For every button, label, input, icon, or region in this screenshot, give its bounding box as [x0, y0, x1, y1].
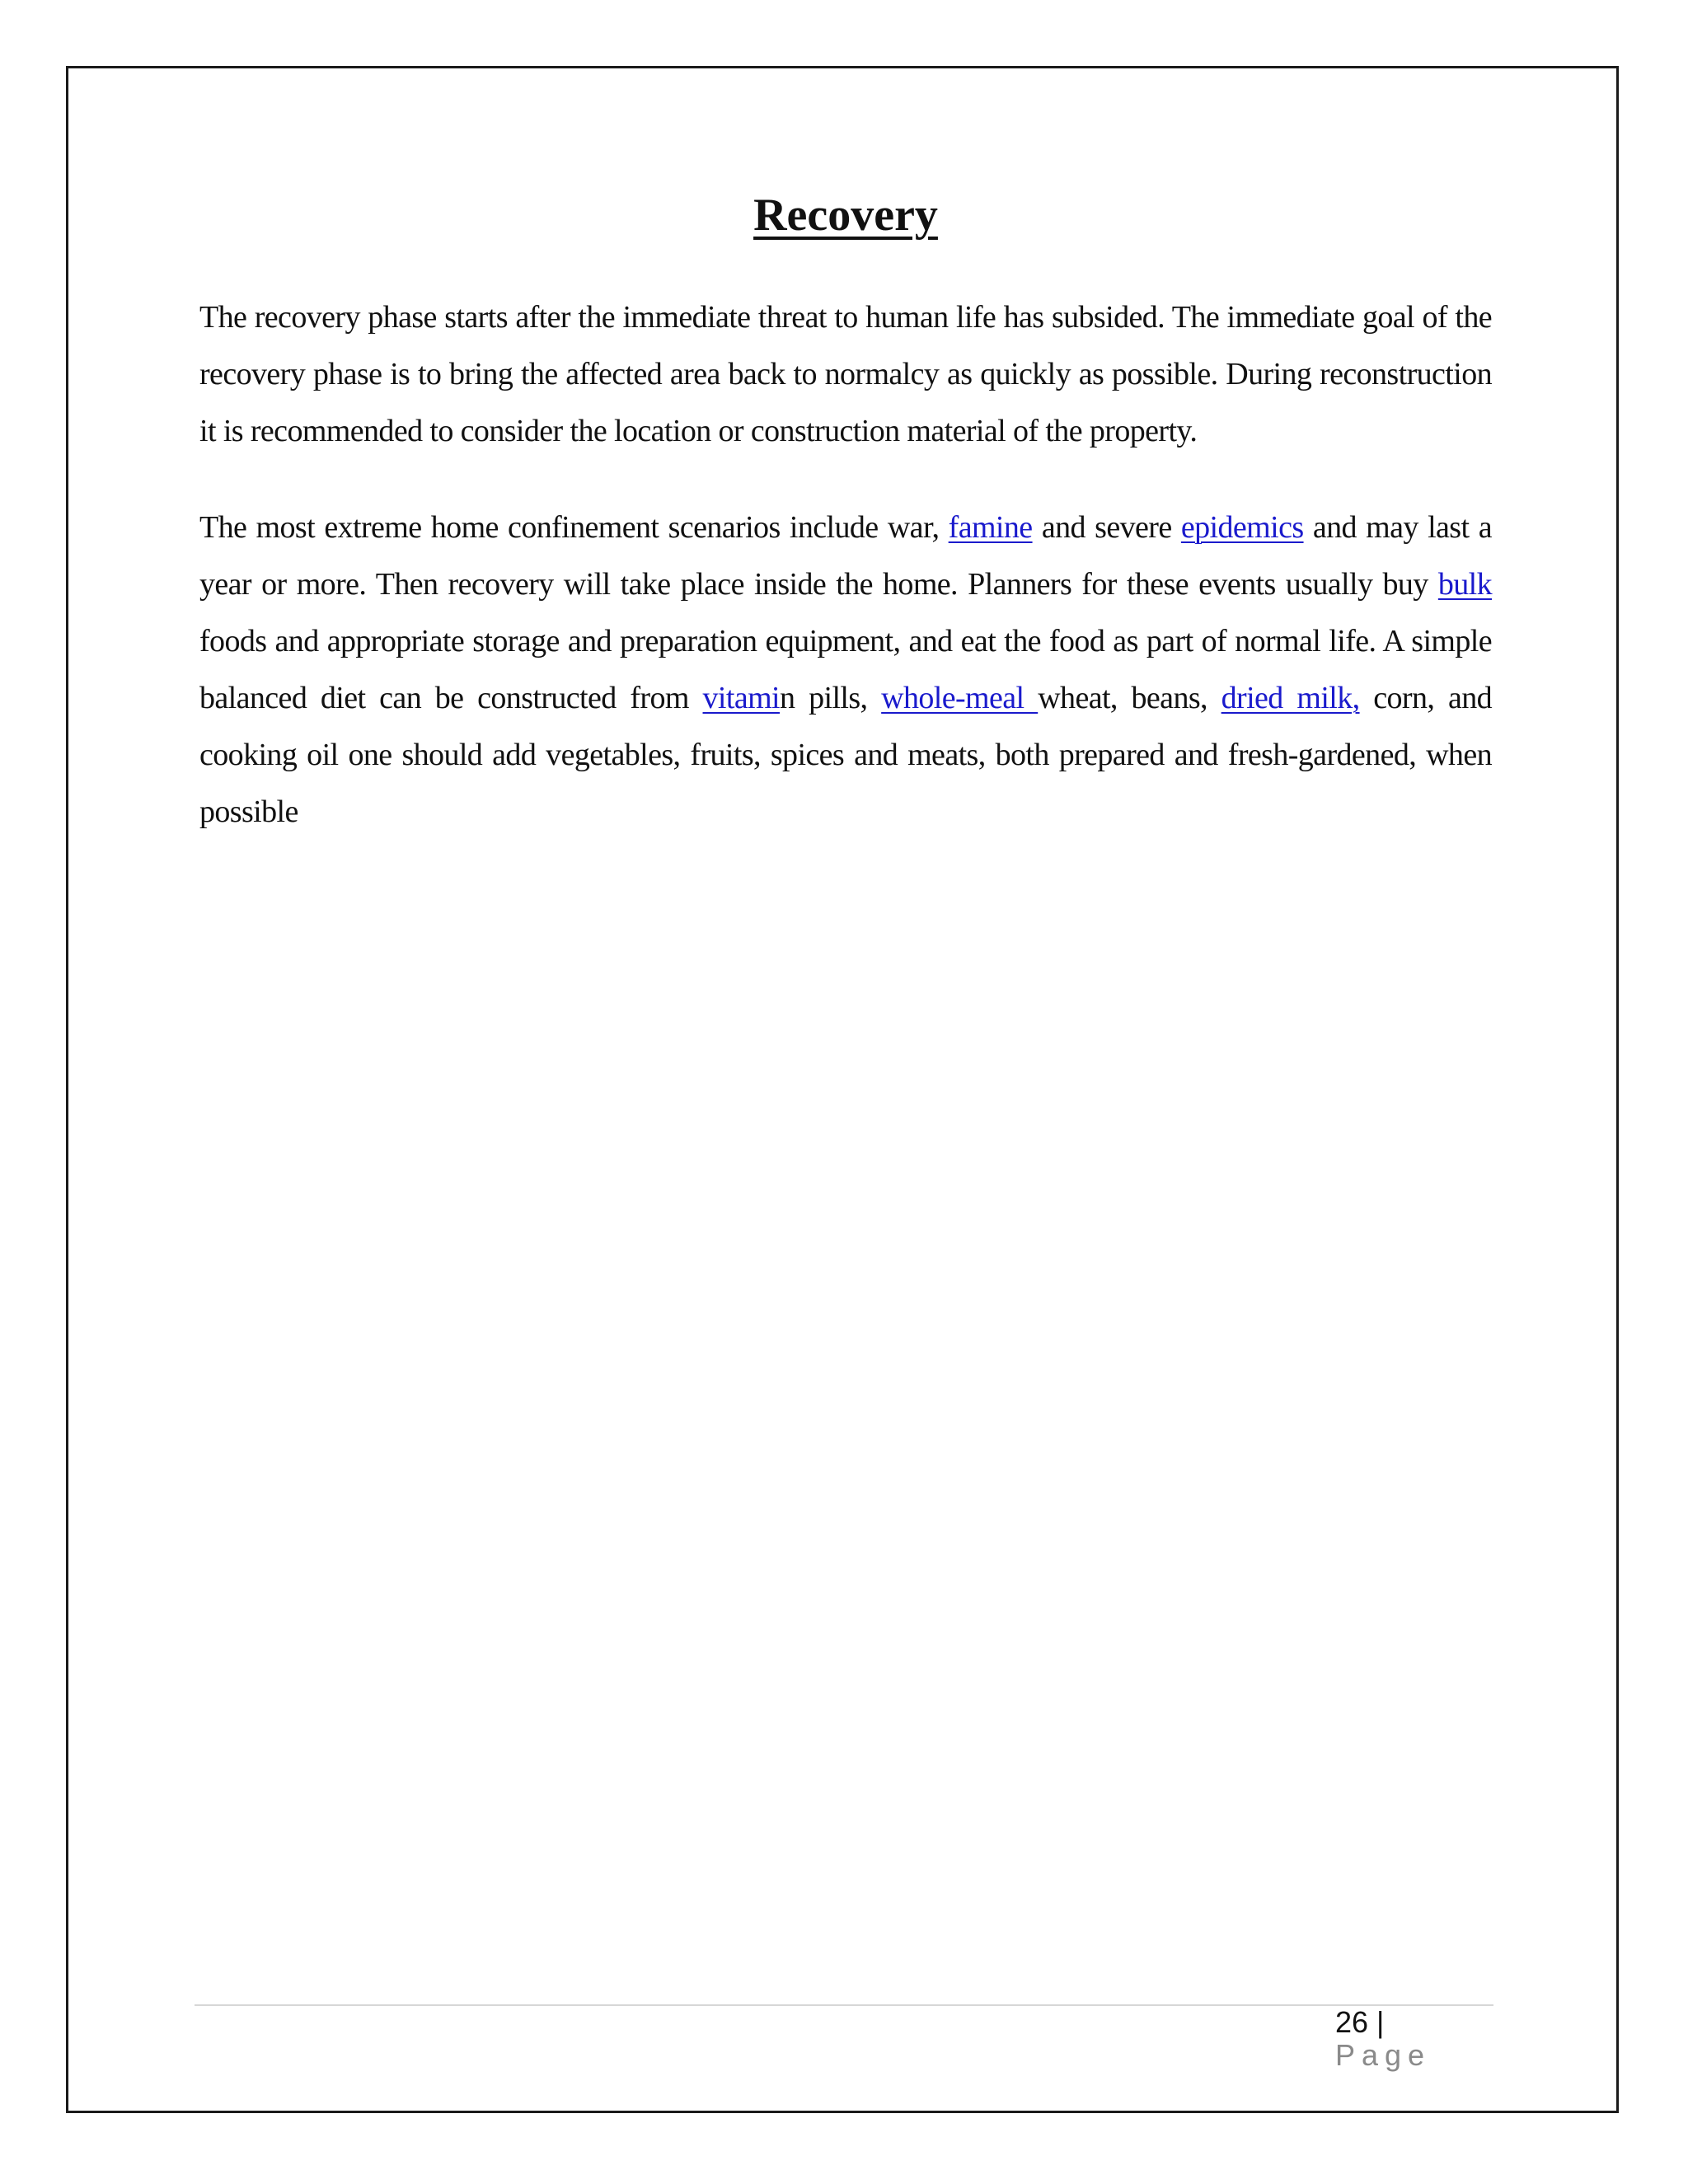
page-number: 26	[1335, 2005, 1369, 2039]
paragraph-text: corn, and cooking oil one should add vegetables, fruits, spices and meats, both prepared and fresh-gardened, when possible	[199, 681, 1493, 830]
link-dried-milk[interactable]: dried milk,	[1221, 681, 1360, 716]
paragraph-text: and severe	[1032, 510, 1181, 546]
document-body	[199, 188, 1492, 880]
page-label: Page	[1335, 2038, 1432, 2072]
paragraph-text: and may last a year or more. Then recovery will take place inside the home. Planners for these events usually buy	[199, 510, 1492, 602]
link-bulk[interactable]: bulk	[1437, 567, 1492, 602]
footer-divider	[195, 2004, 1493, 2006]
page-footer	[1335, 2006, 1484, 2072]
paragraph-text: foods and appropriate storage and preparation equipment, and eat the food as part of normal life. A simple balanced diet can be constructed from	[199, 624, 1492, 716]
link-vitamin[interactable]: vitami	[702, 681, 781, 716]
link-famine[interactable]: famine	[948, 510, 1033, 546]
paragraph-recovery-phase: The recovery phase starts after the immediate threat to human life has subsided. The immediate goal of the recovery phase is to bring the affected area back to normalcy as quickly as possible. During reconstruction it is recommended to consider the location or construction material of the property.	[199, 300, 1492, 449]
paragraph-text: n pills,	[780, 681, 882, 716]
link-whole-meal[interactable]: whole-meal	[881, 681, 1039, 716]
paragraph-text: wheat, beans,	[1038, 681, 1221, 716]
link-epidemics[interactable]: epidemics	[1180, 510, 1304, 546]
paragraph-home-confinement	[199, 499, 1492, 841]
page-title: Recovery	[753, 190, 938, 241]
page-separator: |	[1368, 2005, 1385, 2039]
paragraph-text: The most extreme home confinement scenarios include war,	[199, 510, 949, 546]
